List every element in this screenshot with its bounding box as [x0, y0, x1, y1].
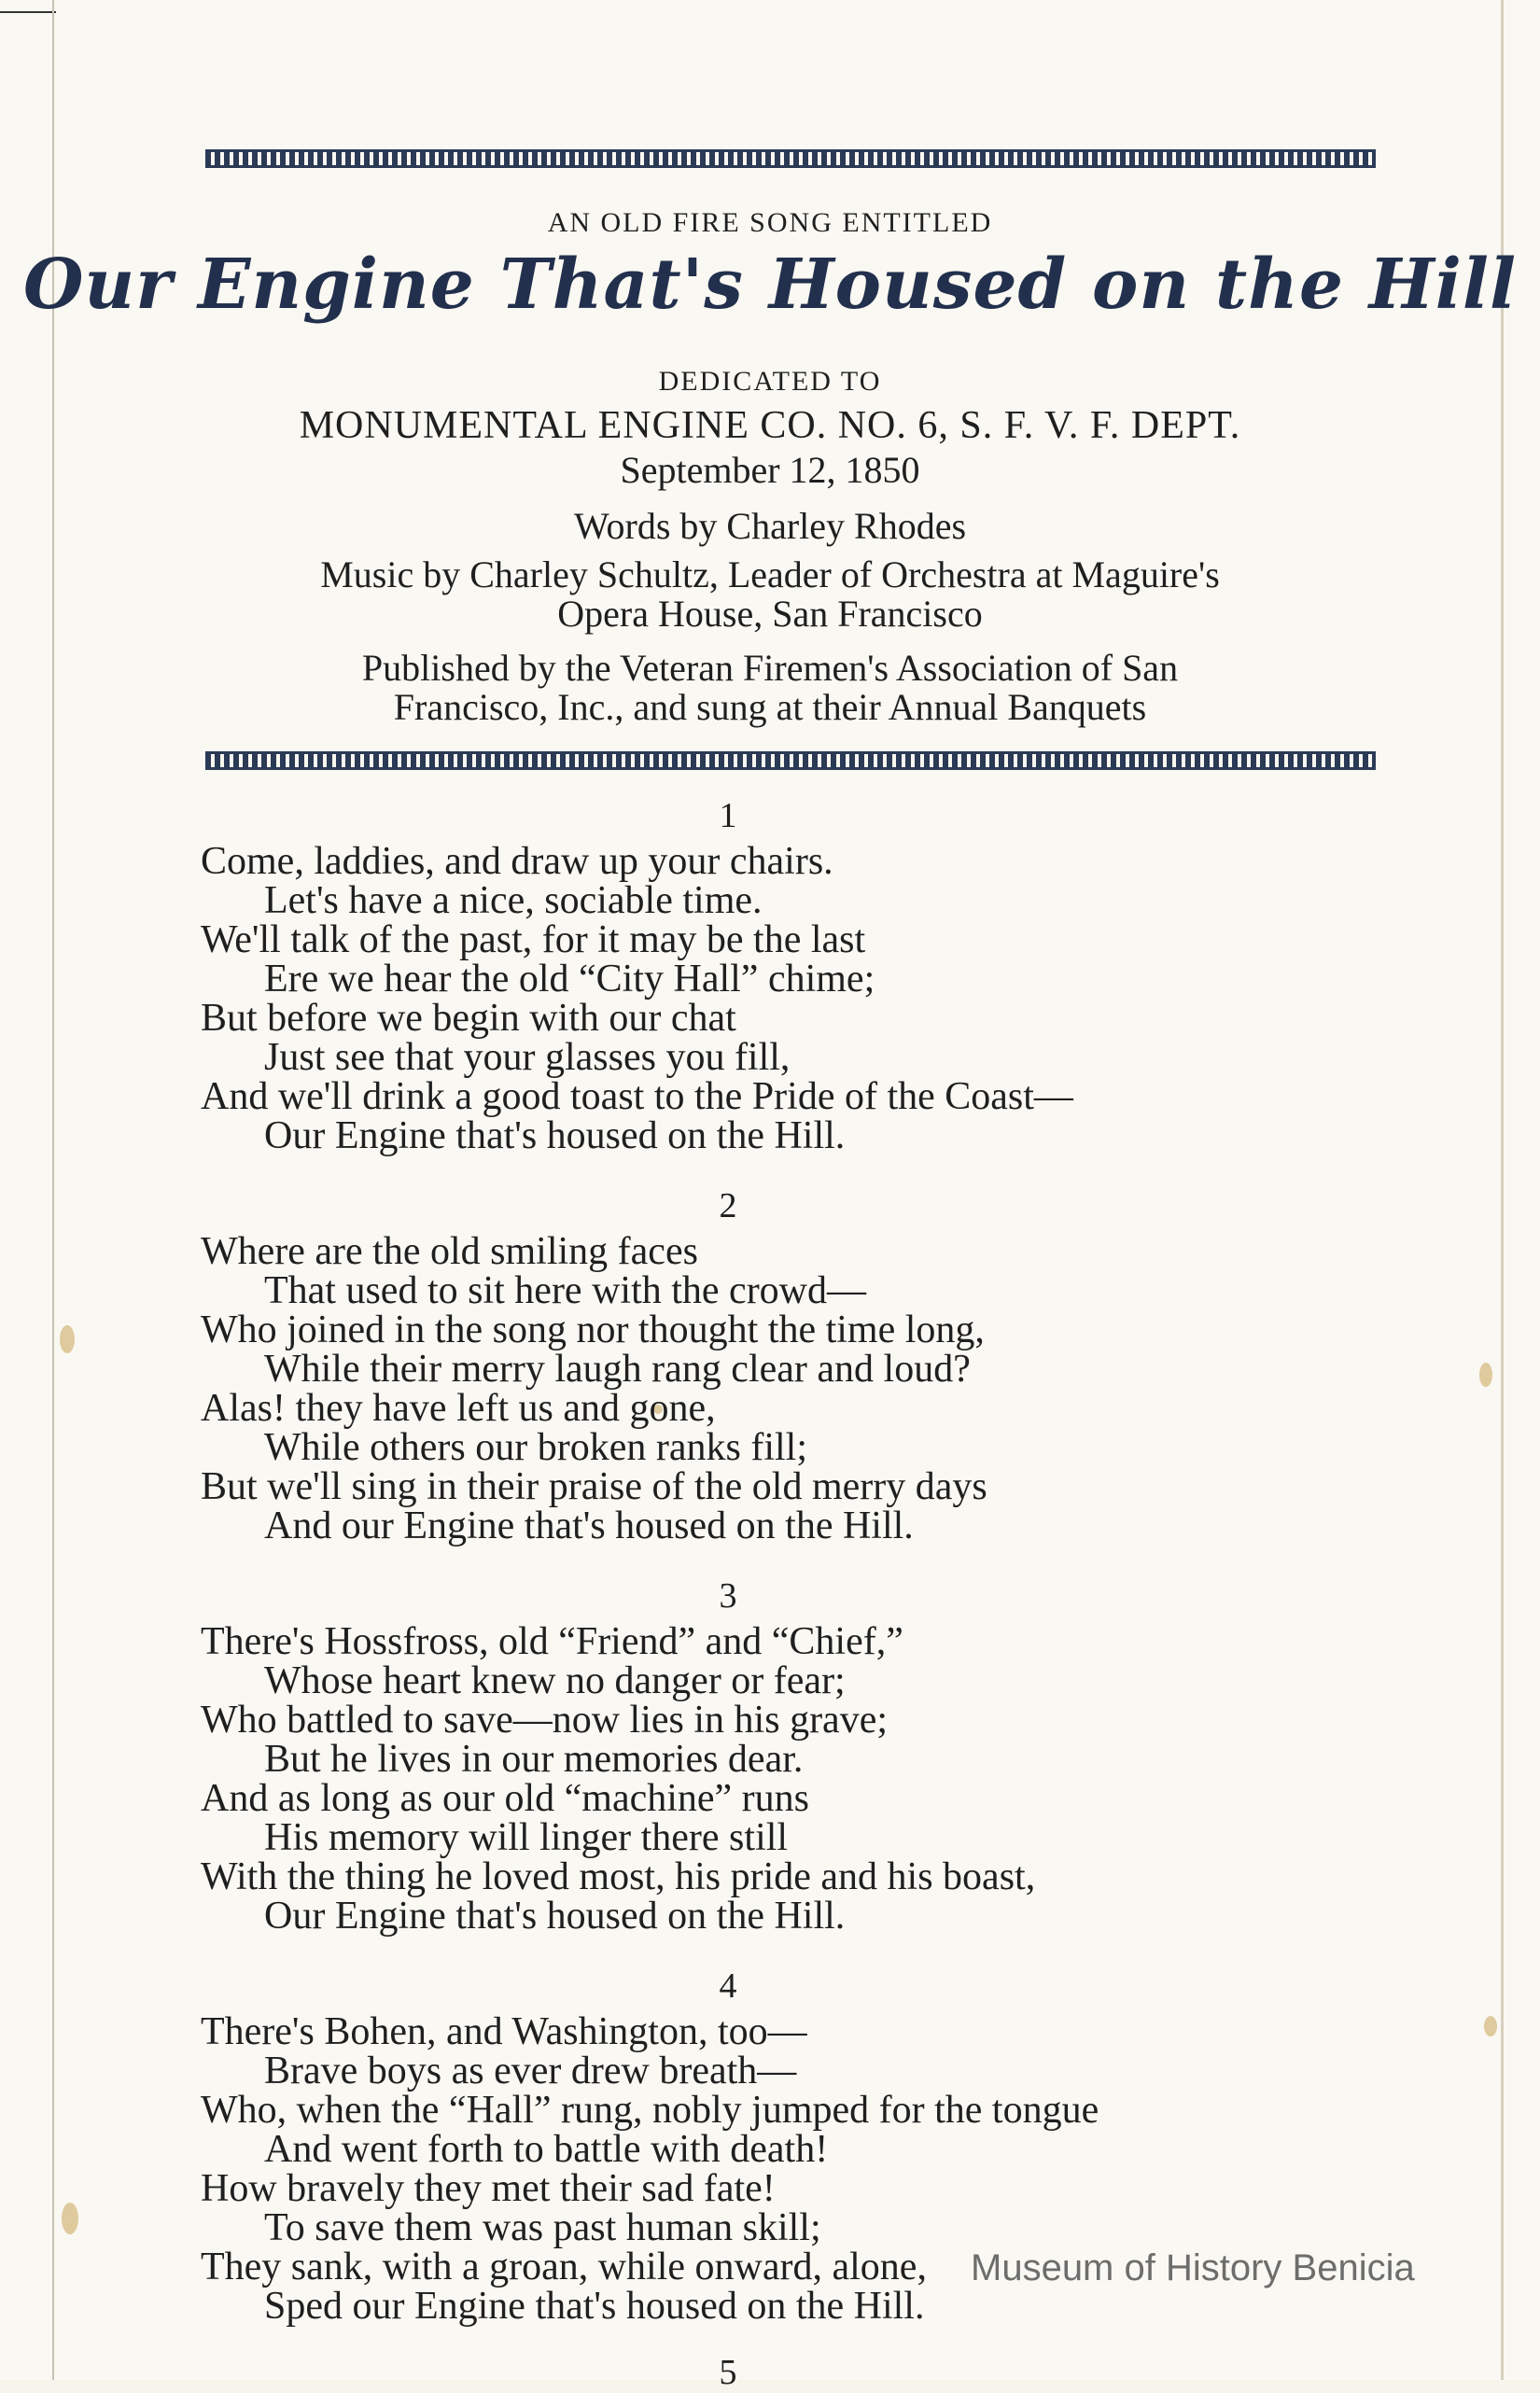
company-line: MONUMENTAL ENGINE CO. NO. 6, S. F. V. F. DEPT. — [299, 404, 1241, 447]
verse-line: Whose heart knew no danger or fear; — [264, 1659, 846, 1702]
song-title: Our Engine That's Housed on the Hill — [22, 245, 1518, 325]
stanza-number: 4 — [719, 1966, 737, 2006]
date-line: September 12, 1850 — [620, 449, 920, 491]
verse-line: To save them was past human skill; — [264, 2206, 821, 2249]
verse-line: And our Engine that's housed on the Hill. — [264, 1504, 914, 1547]
verse-line: With the thing he loved most, his pride and his boast, — [201, 1855, 1036, 1898]
stanza-number: 1 — [719, 796, 737, 835]
stain — [62, 2203, 78, 2234]
verse-line: Who battled to save—now lies in his grave; — [201, 1699, 889, 1742]
verse-line: But he lives in our memories dear. — [264, 1738, 804, 1781]
stanza-3 — [201, 1622, 1414, 1936]
verse-line: And as long as our old “machine” runs — [201, 1777, 810, 1820]
words-credit: Words by Charley Rhodes — [573, 505, 967, 547]
verse-line: While their merry laugh rang clear and loud? — [264, 1348, 971, 1391]
verse-line: But we'll sing in their praise of the old merry days — [201, 1465, 987, 1508]
verse-line: Ere we hear the old “City Hall” chime; — [264, 958, 875, 1001]
stain — [1484, 2016, 1497, 2036]
stain — [1479, 1363, 1492, 1387]
verse-line: We'll talk of the past, for it may be the last — [201, 918, 866, 961]
stanza-2 — [201, 1232, 1414, 1546]
verse-line: They sank, with a groan, while onward, alone, — [201, 2246, 927, 2288]
verse-line: There's Hossfross, old “Friend” and “Chief,” — [201, 1620, 903, 1663]
stanza-number-next: 5 — [719, 2353, 737, 2392]
corner-mark — [0, 11, 56, 13]
publisher-line: Published by the Veteran Firemen's Association of San — [361, 647, 1179, 689]
stanza-1 — [201, 842, 1414, 1155]
museum-watermark: Museum of History Benicia — [971, 2247, 1415, 2288]
verse-line: His memory will linger there still — [264, 1816, 789, 1859]
music-credit-cont: Opera House, San Francisco — [557, 593, 983, 635]
publisher-line-cont: Francisco, Inc., and sung at their Annual Banquets — [393, 686, 1147, 728]
decorative-rule-top — [205, 149, 1376, 168]
verse-line: How bravely they met their sad fate! — [201, 2167, 776, 2210]
decorative-rule-bottom — [205, 751, 1376, 770]
verse-line: Come, laddies, and draw up your chairs. — [201, 840, 833, 883]
verse-line: Our Engine that's housed on the Hill. — [264, 1895, 846, 1938]
verse-line: And we'll drink a good toast to the Pride of the Coast— — [201, 1075, 1073, 1118]
music-credit: Music by Charley Schultz, Leader of Orchestra at Maguire's — [320, 553, 1220, 595]
dedicated-line: DEDICATED TO — [658, 366, 882, 397]
verse-line: There's Bohen, and Washington, too— — [201, 2010, 807, 2053]
verse-line: Let's have a nice, sociable time. — [264, 879, 763, 922]
verse-line: Brave boys as ever drew breath— — [264, 2050, 797, 2092]
page-edge-right — [1501, 0, 1504, 2380]
verse-line: And went forth to battle with death! — [264, 2128, 829, 2171]
verse-line: That used to sit here with the crowd— — [264, 1269, 867, 1312]
verse-line: Sped our Engine that's housed on the Hill. — [264, 2285, 925, 2328]
intro-line: AN OLD FIRE SONG ENTITLED — [547, 207, 993, 238]
verse-line: Who joined in the song nor thought the time long, — [201, 1308, 985, 1351]
verse-line: Our Engine that's housed on the Hill. — [264, 1114, 846, 1157]
verse-line: Alas! they have left us and gone, — [201, 1387, 716, 1430]
verse-line: But before we begin with our chat — [201, 997, 736, 1040]
verse-line: Just see that your glasses you fill, — [264, 1036, 791, 1079]
stanza-number: 3 — [719, 1576, 737, 1616]
stanza-number: 2 — [719, 1186, 737, 1225]
stain — [60, 1325, 75, 1353]
verse-line: While others our broken ranks fill; — [264, 1426, 808, 1469]
verse-line: Where are the old smiling faces — [201, 1230, 698, 1273]
verse-line: Who, when the “Hall” rung, nobly jumped for the tongue — [201, 2089, 1099, 2132]
